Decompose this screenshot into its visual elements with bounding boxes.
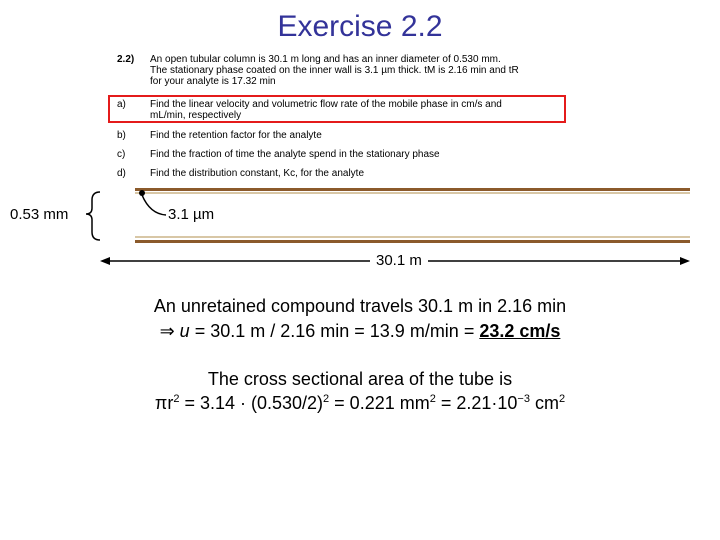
velocity-variable: u — [179, 321, 190, 341]
item-a-text-2: mL/min, respectively — [150, 110, 242, 121]
exp-2: 2 — [173, 393, 180, 405]
exp-2: 2 — [558, 393, 566, 405]
length-arrow-left-head — [100, 257, 110, 265]
area-mm2: = 0.221 mm — [329, 393, 430, 413]
item-d-text: Find the distribution constant, Kc, for the analyte — [150, 168, 365, 179]
length-arrow-right-head — [680, 257, 690, 265]
item-b-label: b) — [117, 130, 126, 141]
area-calc: = 3.14 · (0.530/2) — [179, 393, 324, 413]
solution-line-4 — [0, 393, 720, 414]
item-b-text: Find the retention factor for the analyte — [150, 130, 322, 141]
area-unit: cm — [529, 393, 559, 413]
intro-line-2: The stationary phase coated on the inner wall is 3.1 µm thick. tM is 2.16 min and tR — [150, 65, 519, 76]
velocity-calc: = 30.1 m / 2.16 min = 13.9 m/min = — [189, 321, 480, 341]
implies-symbol: ⇒ — [159, 321, 180, 341]
exp-2: 2 — [429, 393, 436, 405]
velocity-answer: 23.2 cm/s — [479, 321, 561, 341]
thickness-pointer — [142, 195, 166, 215]
solution-line-1: An unretained compound travels 30.1 m in 2.16 min — [153, 296, 567, 316]
solution-line-3: The cross sectional area of the tube is — [207, 369, 513, 389]
area-formula: πr — [154, 393, 174, 413]
slide-title: Exercise 2.2 — [277, 10, 443, 43]
exp-2: 2 — [323, 393, 330, 405]
length-label: 30.1 m — [370, 252, 428, 269]
item-a-label: a) — [117, 99, 126, 110]
item-c-text: Find the fraction of time the analyte spend in the stationary phase — [150, 149, 440, 160]
exp-neg3: −3 — [517, 393, 530, 405]
exercise-number: 2.2) — [117, 54, 135, 65]
area-sci: = 2.21·10 — [435, 393, 518, 413]
diameter-label: 0.53 mm — [10, 206, 69, 223]
intro-line-3: for your analyte is 17.32 min — [150, 76, 276, 87]
intro-line-1: An open tubular column is 30.1 m long and has an inner diameter of 0.530 mm. — [150, 54, 501, 65]
solution-line-2 — [0, 321, 720, 342]
item-a-text: Find the linear velocity and volumetric flow rate of the mobile phase in cm/s and — [150, 99, 502, 110]
item-c-label: c) — [117, 149, 126, 160]
thickness-label: 3.1 µm — [168, 206, 215, 223]
diameter-brace — [86, 192, 100, 240]
item-d-label: d) — [117, 168, 126, 179]
